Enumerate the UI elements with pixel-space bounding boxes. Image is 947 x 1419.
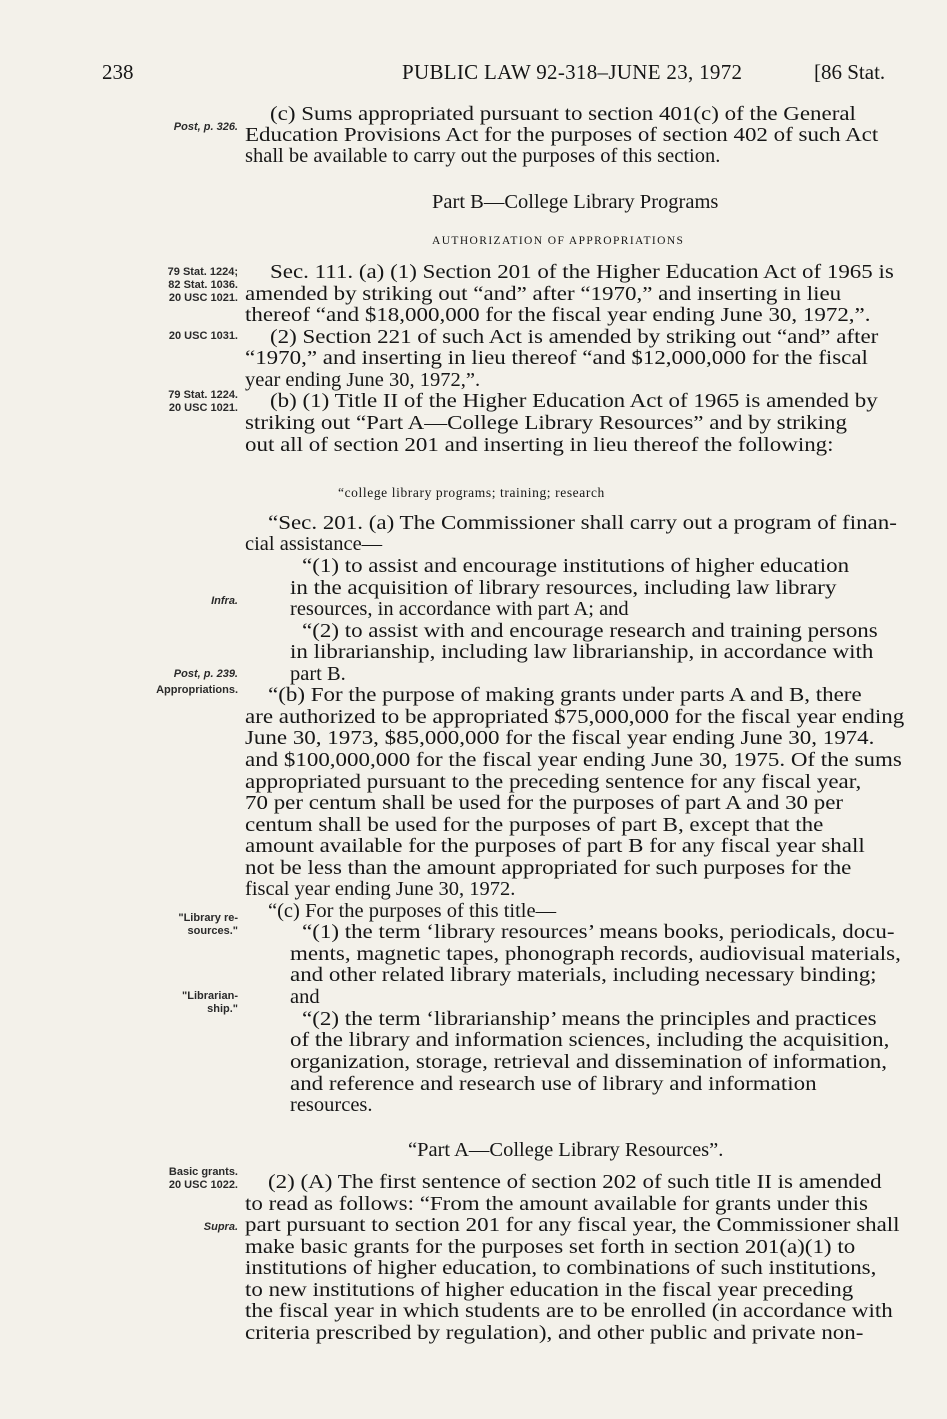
text-line: thereof “and $18,000,000 for the fiscal year ending June 30, 1972,”. (245, 304, 871, 326)
text-line: resources, in accordance with part A; and (290, 598, 629, 620)
margin-note: 20 USC 1021. (168, 402, 238, 414)
margin-note: ship." (207, 1003, 238, 1015)
text-line: year ending June 30, 1972,”. (245, 369, 481, 391)
text-line: shall be available to carry out the purposes of this section. (245, 145, 721, 167)
text-line: Sec. 111. (a) (1) Section 201 of the Higher Education Act of 1965 is (270, 261, 894, 283)
text-line: appropriated pursuant to the preceding sentence for any fiscal year, (245, 771, 862, 793)
text-line: criteria prescribed by regulation), and other public and private non- (245, 1322, 864, 1344)
text-line: (c) Sums appropriated pursuant to section 401(c) of the General (270, 103, 856, 125)
margin-note: Post, p. 239. (173, 668, 238, 680)
margin-note: 20 USC 1031. (168, 330, 238, 342)
text-line: “(2) to assist with and encourage research and training persons (302, 620, 878, 642)
margin-note: 82 Stat. 1036. (168, 279, 238, 291)
text-line: fiscal year ending June 30, 1972. (245, 878, 516, 900)
text-line: to read as follows: “From the amount available for grants under this (245, 1193, 868, 1215)
section-heading: “college library programs; training; research (338, 485, 605, 500)
text-line: “1970,” and inserting in lieu thereof “and $12,000,000 for the fiscal (245, 347, 868, 369)
text-line: of the library and information sciences, including the acquisition, (290, 1029, 890, 1051)
text-line: “(1) the term ‘library resources’ means books, periodicals, docu- (302, 921, 895, 943)
text-line: 70 per centum shall be used for the purposes of part A and 30 per (245, 792, 844, 814)
margin-note: 20 USC 1021. (168, 292, 238, 304)
text-line: and other related library materials, including necessary binding; (290, 964, 877, 986)
text-line: centum shall be used for the purposes of part B, except that the (245, 814, 824, 836)
text-line: not be less than the amount appropriated for such purposes for the (245, 857, 852, 879)
text-line: amended by striking out “and” after “1970,” and inserting in lieu (245, 283, 842, 305)
text-line: in the acquisition of library resources, including law library (290, 577, 837, 599)
text-line: “(c) For the purposes of this title— (268, 900, 557, 922)
margin-note: 79 Stat. 1224. (168, 389, 238, 401)
margin-note: "Library re- (178, 912, 238, 924)
running-title: PUBLIC LAW 92-318–JUNE 23, 1972 (402, 60, 743, 84)
page-number: 238 (102, 60, 134, 84)
margin-note: 20 USC 1022. (168, 1179, 238, 1191)
margin-note: Infra. (211, 595, 238, 607)
text-line: in librarianship, including law librarianship, in accordance with (290, 641, 874, 663)
text-line: and $100,000,000 for the fiscal year ending June 30, 1975. Of the sums (245, 749, 902, 771)
part-heading: Part B—College Library Programs (432, 191, 719, 213)
text-line: “(2) the term ‘librarianship’ means the principles and practices (302, 1008, 877, 1030)
margin-note: Post, p. 326. (173, 121, 238, 133)
text-line: cial assistance— (245, 533, 383, 555)
section-heading: AUTHORIZATION OF APPROPRIATIONS (432, 235, 685, 247)
text-line: out all of section 201 and inserting in lieu thereof the following: (245, 434, 834, 456)
text-line: “Sec. 201. (a) The Commissioner shall carry out a program of finan- (268, 512, 897, 534)
margin-note: 79 Stat. 1224; (167, 266, 238, 278)
part-heading: “Part A—College Library Resources”. (408, 1139, 724, 1161)
text-line: organization, storage, retrieval and dissemination of information, (290, 1051, 888, 1073)
margin-note: Supra. (203, 1221, 238, 1233)
text-line: institutions of higher education, to combinations of such institutions, (245, 1257, 877, 1279)
statute-reference: [86 Stat. (814, 60, 886, 84)
text-line: Education Provisions Act for the purposes of section 402 of such Act (245, 124, 879, 146)
text-line: amount available for the purposes of part B for any fiscal year shall (245, 835, 865, 857)
text-line: ments, magnetic tapes, phonograph records, audiovisual materials, (290, 943, 901, 965)
text-line: and reference and research use of library and information (290, 1073, 817, 1095)
text-line: “(1) to assist and encourage institutions of higher education (302, 555, 850, 577)
text-line: part pursuant to section 201 for any fiscal year, the Commissioner shall (245, 1214, 900, 1236)
text-line: to new institutions of higher education in the fiscal year preceding (245, 1279, 854, 1301)
text-line: resources. (290, 1094, 373, 1116)
text-line: are authorized to be appropriated $75,000,000 for the fiscal year ending (245, 706, 905, 728)
text-line: (2) Section 221 of such Act is amended by striking out “and” after (270, 326, 879, 348)
margin-note: sources." (187, 925, 238, 937)
text-line: June 30, 1973, $85,000,000 for the fiscal year ending June 30, 1974. (245, 727, 875, 749)
text-line: (b) (1) Title II of the Higher Education Act of 1965 is amended by (270, 390, 878, 412)
margin-note: Appropriations. (156, 684, 238, 696)
text-line: and (290, 986, 320, 1008)
text-line: (2) (A) The first sentence of section 202 of such title II is amended (268, 1171, 882, 1193)
margin-note: "Librarian- (182, 990, 238, 1002)
text-line: part B. (290, 663, 346, 685)
text-line: make basic grants for the purposes set forth in section 201(a)(1) to (245, 1236, 856, 1258)
margin-note: Basic grants. (168, 1166, 238, 1178)
text-line: striking out “Part A—College Library Resources” and by striking (245, 412, 847, 434)
text-line: the fiscal year in which students are to be enrolled (in accordance with (245, 1300, 893, 1322)
text-line: “(b) For the purpose of making grants under parts A and B, there (268, 684, 862, 706)
